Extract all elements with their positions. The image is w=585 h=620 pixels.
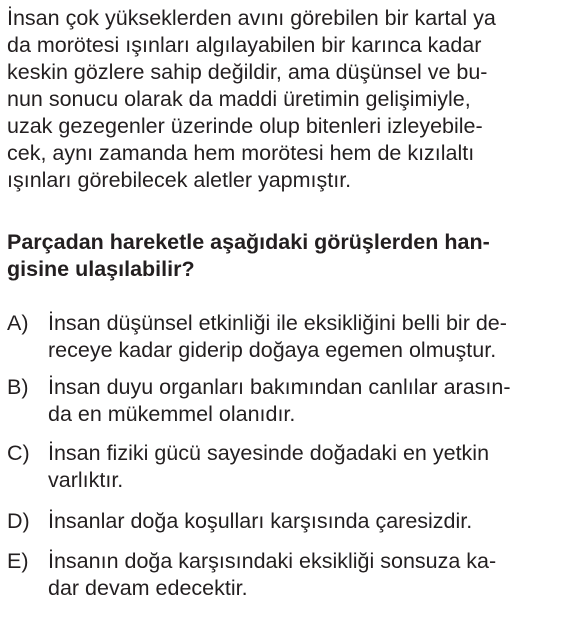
passage-line: keskin gözlere sahip değildir, ama düşünsel ve bu-: [7, 60, 488, 84]
question-line: gisine ulaşılabilir?: [7, 257, 195, 281]
passage-line: nun sonucu olarak da maddi üretimin gelişimiyle,: [7, 87, 471, 111]
passage-line: İnsan çok yükseklerden avını görebilen bir kartal ya: [7, 6, 496, 30]
option-text-line: İnsanın doğa karşısındaki eksikliği sonsuza ka-: [48, 549, 497, 573]
option-text-line: İnsan fiziki gücü sayesinde doğadaki en yetkin: [48, 441, 490, 465]
option-letter: A): [7, 311, 29, 335]
passage-line: cek, aynı zamanda hem morötesi hem de kızılaltı: [7, 141, 475, 165]
question-line: Parçadan hareketle aşağıdaki görüşlerden han-: [7, 230, 490, 254]
option-text-line: İnsan düşünsel etkinliği ile eksikliğini belli bir de-: [48, 311, 507, 335]
option-text-line: varlıktır.: [48, 468, 124, 492]
passage-line: uzak gezegenler üzerinde olup bitenleri izleyebile-: [7, 114, 483, 138]
option-text-line: İnsan duyu organları bakımından canlılar arasın-: [48, 375, 511, 399]
option-text-line: da en mükemmel olanıdır.: [48, 402, 296, 426]
passage-line: ışınları görebilecek aletler yapmıştır.: [7, 168, 352, 192]
option-text-line: dar devam edecektir.: [48, 576, 248, 600]
option-letter: B): [7, 375, 29, 399]
passage-line: da morötesi ışınları algılayabilen bir karınca kadar: [7, 33, 482, 57]
option-text-line: İnsanlar doğa koşulları karşısında çaresizdir.: [48, 509, 473, 533]
option-letter: E): [7, 549, 29, 573]
option-letter: D): [7, 509, 30, 533]
option-text-line: receye kadar giderip doğaya egemen olmuştur.: [48, 338, 497, 362]
option-letter: C): [7, 441, 30, 465]
